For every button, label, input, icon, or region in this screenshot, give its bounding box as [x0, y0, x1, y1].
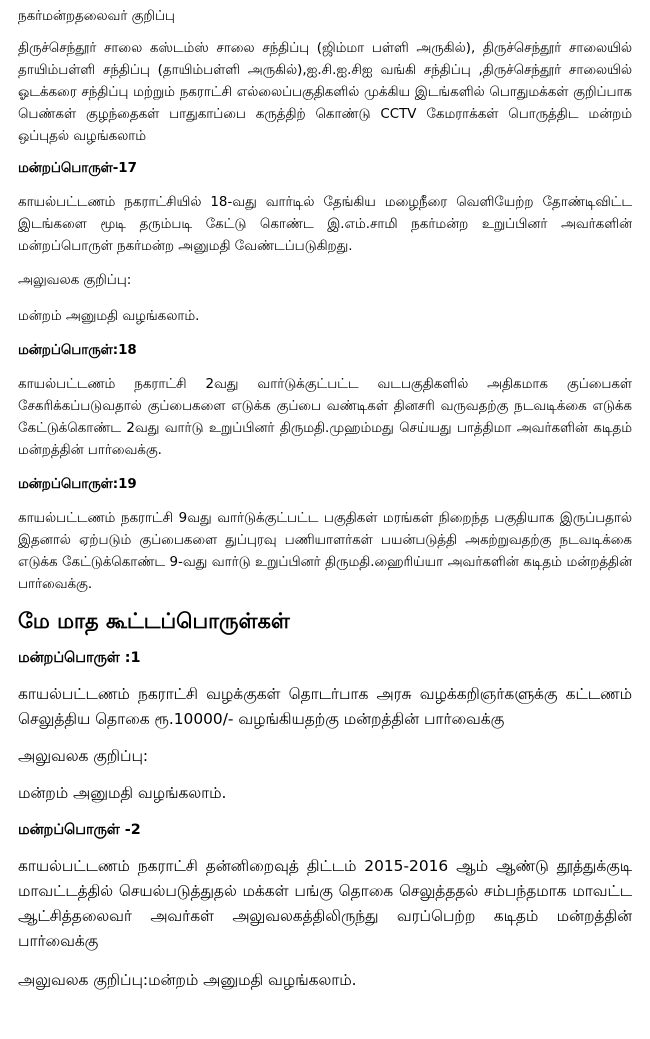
resolution-19-text: காயல்பட்டணம் நகராட்சி 9வது வார்டுக்குட்பட்ட பகுதிகள் மரங்கள் நிறைந்த பகுதியாக இருப்பதால் இதனால் ஏற்படும் குப்பைகளை துப்புரவு பணியாளர்கள் பயன்படுத்தி அகற்றுவதற்கு நடவடிக்கை எடுக்க கேட்டுக்கொண்ட 9-வது வார்டு உறுப்பினர் திருமதி.ஹைரிய்யா அவர்களின் கடிதம் மன்றத்தின் பார்வைக்கு. [18, 511, 632, 592]
resolution-19-heading: மன்றப்பொருள்:19 [18, 477, 137, 492]
may-section-title: மே மாத கூட்டப்பொருள்கள் [18, 609, 290, 633]
chairman-note-label: நகர்மன்றதலைவர் குறிப்பு [18, 9, 175, 24]
may-resolution-1-heading: மன்றப்பொருள் :1 [18, 650, 141, 666]
resolution-18-text: காயல்பட்டணம் நகராட்சி 2வது வார்டுக்குட்பட்ட வடபகுதிகளில் அதிகமாக குப்பைகள் சேகரிக்கப்படுவதால் குப்பைகளை எடுக்க குப்பை வண்டிகள் தினசரி வருவதற்கு நடவடிக்கை எடுக்க கேட்டுக்கொண்ட 2வது வார்டு உறுப்பினர் திருமதி.முஹம்மது செய்யது பாத்திமா அவர்களின் கடிதம் மன்றத்தின் பார்வைக்கு. [18, 377, 632, 458]
resolution-17-heading: மன்றப்பொருள்-17 [18, 161, 137, 176]
resolution-17-office-note-label: அலுவலக குறிப்பு: [18, 273, 132, 288]
chairman-note-text: திருச்செந்தூர் சாலை கஸ்டம்ஸ் சாலை சந்திப்பு (ஜிம்மா பள்ளி அருகில்), திருச்செந்தூர் சாலையில் தாயிம்பள்ளி சந்திப்பு (தாயிம்பள்ளி அருகில்),ஐ.சி.ஐ.சிஐ வங்கி சந்திப்பு ,திருச்செந்தூர் சாலையில் ஓடக்கரை சந்திப்பு மற்றும் நகராட்சி எல்லைப்பகுதிகளில் முக்கிய இடங்களில் பொதுமக்கள் குறிப்பாக பெண்கள் குழந்தைகள் பாதுகாப்பை கருத்திற் கொண்டு CCTV கேமராக்கள் பொருத்திட மன்றம் ஒப்புதல் வழங்கலாம் [18, 41, 632, 144]
may-resolution-2-heading: மன்றப்பொருள் -2 [18, 822, 141, 838]
may-resolution-1-text: காயல்பட்டணம் நகராட்சி வழக்குகள் தொடர்பாக அரசு வழக்கறிஞர்களுக்கு கட்டணம் செலுத்திய தொகை ரூ.10000/- வழங்கியதற்கு மன்றத்தின் பார்வைக்கு [18, 685, 632, 728]
may-resolution-2-text: காயல்பட்டணம் நகராட்சி தன்னிறைவுத் திட்டம் 2015-2016 ஆம் ஆண்டு தூத்துக்குடி மாவட்டத்தில் செயல்படுத்துதல் மக்கள் பங்கு தொகை செலுத்ததல் சம்பந்தமாக மாவட்ட ஆட்சித்தலைவர் அவர்கள் அலுவலகத்திலிருந்து வரப்பெற்ற கடிதம் மன்றத்தின் பார்வைக்கு [18, 857, 632, 950]
resolution-17-office-note-text: மன்றம் அனுமதி வழங்கலாம். [18, 309, 200, 324]
resolution-18-heading: மன்றப்பொருள்:18 [18, 343, 137, 358]
may-resolution-2-office-note: அலுவலக குறிப்பு:மன்றம் அனுமதி வழங்கலாம். [18, 971, 357, 989]
resolution-17-text: காயல்பட்டணம் நகராட்சியில் 18-வது வார்டில் தேங்கிய மழைநீரை வெளியேற்ற தோண்டிவிட்ட இடங்களை மூடி தரும்படி கேட்டு கொண்ட இ.எம்.சாமி நகர்மன்ற உறுப்பினர் அவர்களின் மன்றப்பொருள் நகர்மன்ற அனுமதி வேண்டப்படுகிறது. [18, 195, 632, 254]
may-resolution-1-office-note-text: மன்றம் அனுமதி வழங்கலாம். [18, 784, 227, 802]
may-resolution-1-office-note-label: அலுவலக குறிப்பு: [18, 747, 149, 765]
